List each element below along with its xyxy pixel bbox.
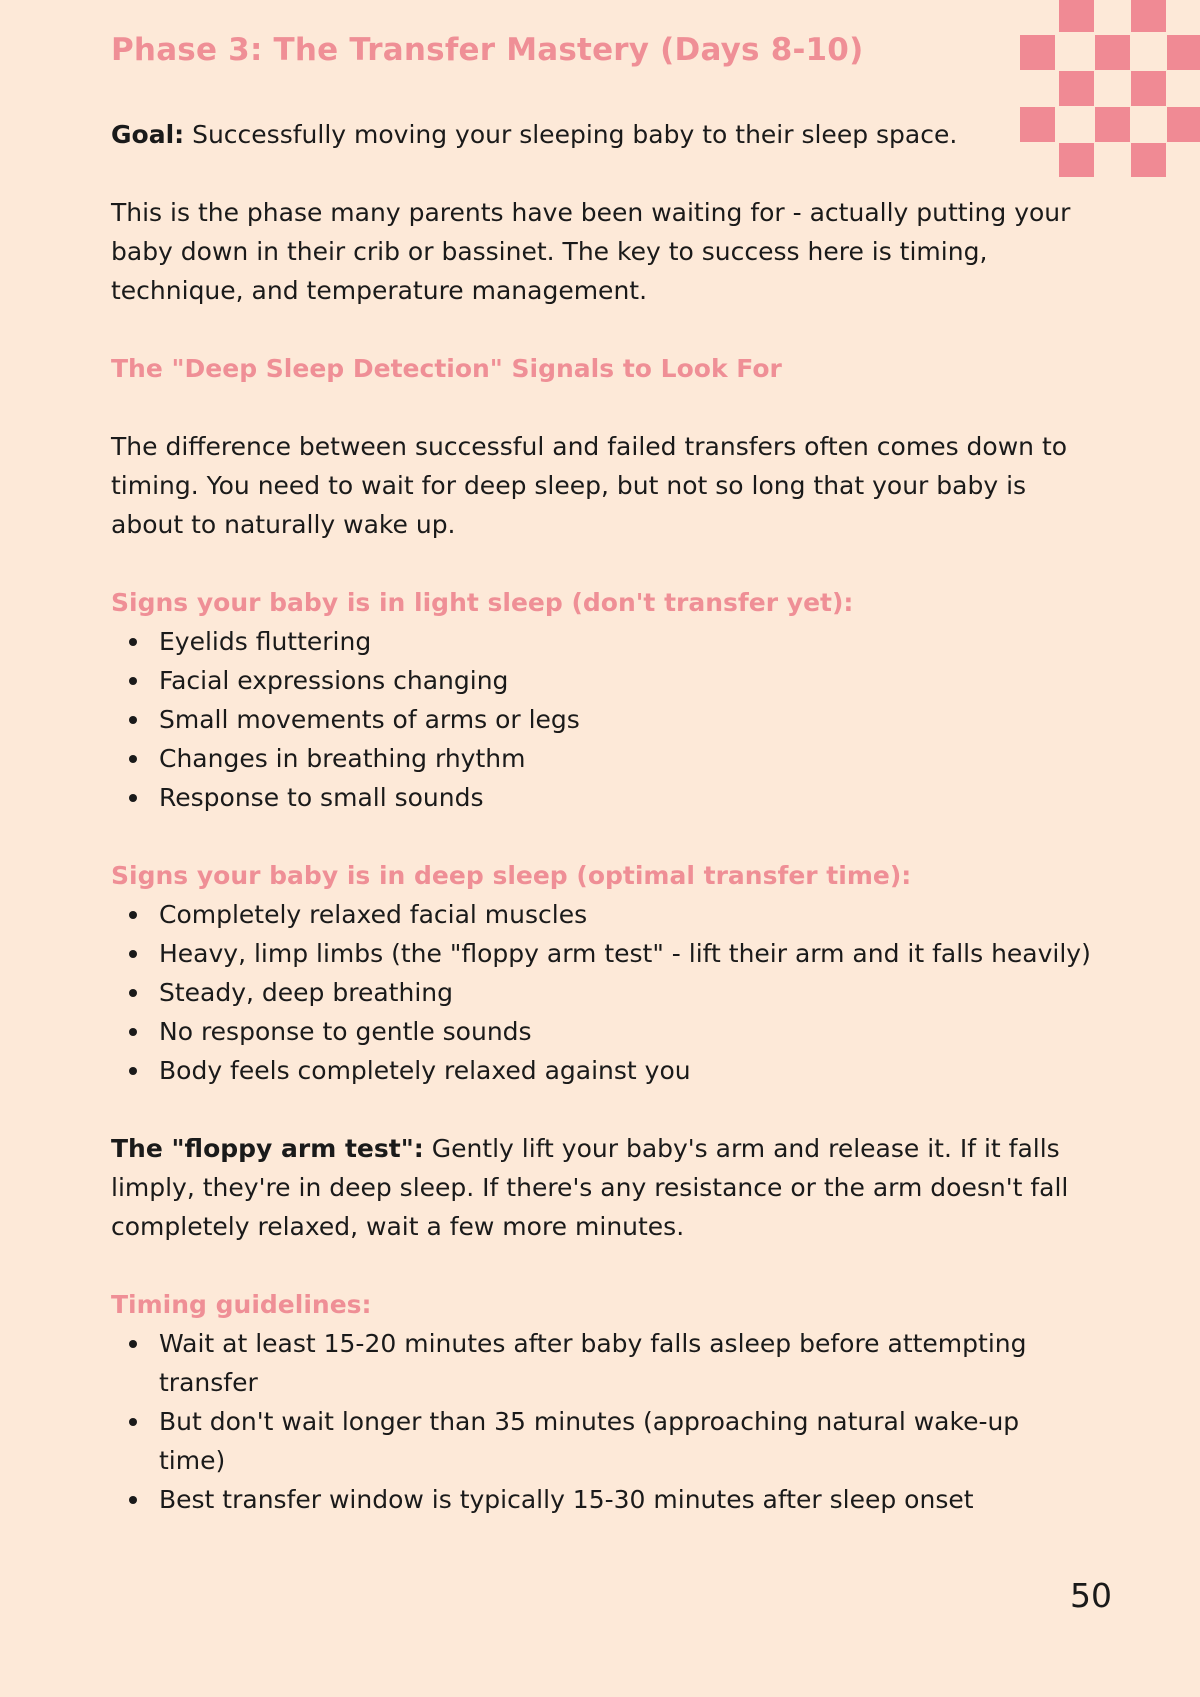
- goal-paragraph: [111, 115, 1091, 154]
- list-item: [159, 778, 1091, 817]
- bullet-icon: [129, 794, 137, 802]
- list-item: [159, 1324, 1091, 1402]
- light-sleep-heading: Signs your baby is in light sleep (don't transfer yet):: [111, 588, 854, 618]
- list-item: [159, 661, 1091, 700]
- list-item-text: No response to gentle sounds: [159, 1017, 532, 1047]
- list-item: [159, 1402, 1091, 1480]
- floppy-arm-text: Gently lift your baby's arm and release it. If it falls limply, they're in deep sleep. If there's any resistance or the arm doesn't fall completely relaxed, wait a few more minutes.: [111, 1134, 1069, 1242]
- list-item-text: Steady, deep breathing: [159, 978, 453, 1008]
- list-item-text: Completely relaxed facial muscles: [159, 900, 588, 930]
- goal-text: Successfully moving your sleeping baby to their sleep space.: [184, 120, 958, 150]
- bullet-icon: [129, 950, 137, 958]
- bullet-icon: [129, 716, 137, 724]
- list-item-text: Facial expressions changing: [159, 666, 509, 696]
- bullet-icon: [129, 1496, 137, 1504]
- list-item: [159, 934, 1091, 973]
- timing-heading: Timing guidelines:: [111, 1290, 372, 1320]
- timing-list: [111, 1324, 1091, 1519]
- list-item: [159, 973, 1091, 1012]
- list-item: [159, 1051, 1091, 1090]
- bullet-icon: [129, 1340, 137, 1348]
- deep-sleep-list: [111, 895, 1091, 1090]
- bullet-icon: [129, 1418, 137, 1426]
- page-title: Phase 3: The Transfer Mastery (Days 8-10): [111, 32, 864, 68]
- floppy-arm-paragraph: [111, 1129, 1091, 1246]
- list-item-text: Best transfer window is typically 15-30 minutes after sleep onset: [159, 1485, 974, 1515]
- list-item: [159, 622, 1091, 661]
- difference-paragraph: The difference between successful and failed transfers often comes down to timing. You need to wait for deep sleep, but not so long that your baby is about to naturally wake up.: [111, 432, 1068, 540]
- page-number: 50: [1070, 1576, 1112, 1615]
- bullet-icon: [129, 1067, 137, 1075]
- intro-paragraph: This is the phase many parents have been waiting for - actually putting your baby down in their crib or bassinet. The key to success here is timing, technique, and temperature management.: [111, 198, 1071, 306]
- list-item-text: Eyelids fluttering: [159, 627, 372, 657]
- bullet-icon: [129, 755, 137, 763]
- list-item-text: Wait at least 15-20 minutes after baby falls asleep before attempting transfer: [159, 1329, 1027, 1398]
- light-sleep-list: [111, 622, 1091, 817]
- list-item-text: Changes in breathing rhythm: [159, 744, 526, 774]
- bullet-icon: [129, 989, 137, 997]
- page-content: [111, 30, 1091, 1519]
- list-item-text: Body feels completely relaxed against you: [159, 1056, 691, 1086]
- list-item: [159, 1012, 1091, 1051]
- floppy-arm-label: The "floppy arm test":: [111, 1134, 424, 1164]
- bullet-icon: [129, 1028, 137, 1036]
- bullet-icon: [129, 911, 137, 919]
- list-item: [159, 700, 1091, 739]
- list-item-text: Response to small sounds: [159, 783, 484, 813]
- list-item-text: But don't wait longer than 35 minutes (approaching natural wake-up time): [159, 1407, 1020, 1476]
- bullet-icon: [129, 638, 137, 646]
- list-item: [159, 1480, 1091, 1519]
- detection-heading: The "Deep Sleep Detection" Signals to Look For: [111, 354, 782, 384]
- goal-label: Goal:: [111, 120, 185, 150]
- list-item-text: Small movements of arms or legs: [159, 705, 580, 735]
- list-item: [159, 739, 1091, 778]
- list-item: [159, 895, 1091, 934]
- deep-sleep-heading: Signs your baby is in deep sleep (optimal transfer time):: [111, 861, 912, 891]
- list-item-text: Heavy, limp limbs (the "floppy arm test" - lift their arm and it falls heavily): [159, 939, 1091, 969]
- bullet-icon: [129, 677, 137, 685]
